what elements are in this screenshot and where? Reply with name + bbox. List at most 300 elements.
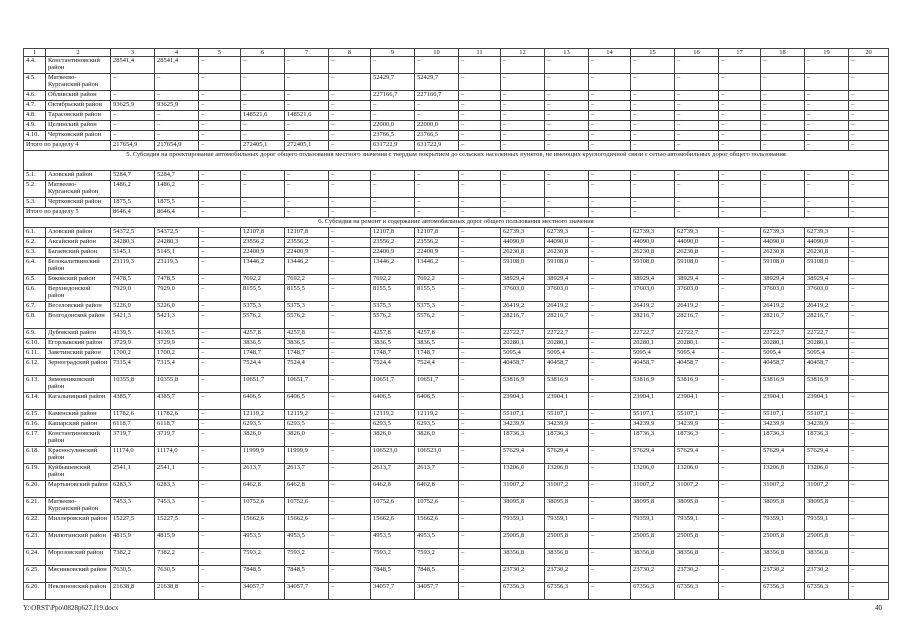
- amount-cell: –: [155, 91, 199, 101]
- amount-cell: 13206,0: [675, 464, 719, 481]
- amount-cell: –: [719, 329, 761, 339]
- total-value: –: [805, 141, 849, 151]
- amount-cell: –: [199, 101, 241, 111]
- amount-cell: 25005,8: [675, 532, 719, 549]
- amount-cell: –: [589, 198, 631, 208]
- amount-cell: –: [415, 171, 459, 181]
- row-number: 6.21.: [24, 498, 46, 515]
- amount-cell: 227166,7: [371, 91, 415, 101]
- amount-cell: –: [675, 111, 719, 121]
- amount-cell: 34239,9: [675, 420, 719, 430]
- amount-cell: –: [285, 181, 329, 198]
- amount-cell: 6406,5: [371, 393, 415, 410]
- amount-cell: 67356,3: [545, 583, 589, 600]
- table-row: [24, 57, 889, 74]
- amount-cell: –: [589, 498, 631, 515]
- column-number: 5: [199, 49, 241, 57]
- amount-cell: 79359,1: [545, 515, 589, 532]
- amount-cell: –: [719, 447, 761, 464]
- amount-cell: –: [459, 447, 501, 464]
- amount-cell: –: [459, 121, 501, 131]
- amount-cell: –: [545, 57, 589, 74]
- district-name: Кашарский район: [46, 420, 111, 430]
- amount-cell: –: [589, 420, 631, 430]
- amount-cell: –: [329, 111, 371, 121]
- row-number: 6.16.: [24, 420, 46, 430]
- amount-cell: 15227,5: [111, 515, 155, 532]
- amount-cell: 26230,8: [805, 248, 849, 258]
- amount-cell: –: [199, 359, 241, 376]
- amount-cell: 7593,2: [415, 549, 459, 566]
- table-row: [24, 302, 889, 312]
- amount-cell: –: [459, 376, 501, 393]
- amount-cell: 2541,1: [155, 464, 199, 481]
- amount-cell: 5375,3: [241, 302, 285, 312]
- amount-cell: –: [719, 420, 761, 430]
- amount-cell: 227166,7: [415, 91, 459, 101]
- amount-cell: 79359,1: [501, 515, 545, 532]
- table-row: [24, 359, 889, 376]
- row-number: 6.13.: [24, 376, 46, 393]
- amount-cell: 38929,4: [631, 275, 675, 285]
- amount-cell: 52429,7: [415, 74, 459, 91]
- table-row: [24, 131, 889, 141]
- column-number: 15: [631, 49, 675, 57]
- amount-cell: –: [199, 430, 241, 447]
- amount-cell: –: [285, 131, 329, 141]
- amount-cell: –: [459, 285, 501, 302]
- amount-cell: 37603,0: [631, 285, 675, 302]
- total-value: –: [285, 208, 329, 218]
- column-number: 13: [545, 49, 589, 57]
- amount-cell: 7524,4: [285, 359, 329, 376]
- amount-cell: 28216,7: [545, 312, 589, 329]
- amount-cell: 4953,5: [415, 532, 459, 549]
- amount-cell: –: [545, 198, 589, 208]
- amount-cell: –: [849, 329, 889, 339]
- amount-cell: 8155,5: [415, 285, 459, 302]
- amount-cell: 40458,7: [675, 359, 719, 376]
- amount-cell: 15227,5: [155, 515, 199, 532]
- amount-cell: –: [589, 238, 631, 248]
- amount-cell: –: [459, 430, 501, 447]
- amount-cell: 57629,4: [761, 447, 805, 464]
- table-row: [24, 248, 889, 258]
- amount-cell: –: [285, 101, 329, 111]
- amount-cell: 6462,8: [371, 481, 415, 498]
- amount-cell: –: [849, 111, 889, 121]
- amount-cell: 79359,1: [805, 515, 849, 532]
- table-row: [24, 549, 889, 566]
- amount-cell: –: [805, 171, 849, 181]
- district-name: Веселовский район: [46, 302, 111, 312]
- amount-cell: –: [675, 171, 719, 181]
- amount-cell: 20280,1: [761, 339, 805, 349]
- amount-cell: –: [719, 532, 761, 549]
- amount-cell: 23556,2: [285, 238, 329, 248]
- row-number: 6.7.: [24, 302, 46, 312]
- amount-cell: 20280,1: [545, 339, 589, 349]
- amount-cell: –: [459, 111, 501, 121]
- amount-cell: –: [459, 349, 501, 359]
- amount-cell: 57629,4: [545, 447, 589, 464]
- amount-cell: –: [589, 228, 631, 238]
- amount-cell: 26419,2: [761, 302, 805, 312]
- amount-cell: 4385,7: [111, 393, 155, 410]
- amount-cell: 10355,8: [111, 376, 155, 393]
- amount-cell: –: [371, 198, 415, 208]
- amount-cell: –: [849, 171, 889, 181]
- amount-cell: 3719,7: [155, 430, 199, 447]
- amount-cell: 7315,4: [111, 359, 155, 376]
- amount-cell: 40458,7: [501, 359, 545, 376]
- amount-cell: –: [199, 339, 241, 349]
- amount-cell: 38929,4: [761, 275, 805, 285]
- row-number: 4.4.: [24, 57, 46, 74]
- amount-cell: 7929,0: [155, 285, 199, 302]
- amount-cell: –: [849, 393, 889, 410]
- total-value: –: [241, 208, 285, 218]
- amount-cell: –: [589, 312, 631, 329]
- amount-cell: 5576,2: [371, 312, 415, 329]
- column-number: 1: [24, 49, 46, 57]
- amount-cell: –: [719, 430, 761, 447]
- amount-cell: 38356,8: [675, 549, 719, 566]
- amount-cell: –: [589, 376, 631, 393]
- amount-cell: –: [589, 447, 631, 464]
- amount-cell: –: [459, 258, 501, 275]
- amount-cell: –: [459, 498, 501, 515]
- section-heading: 5. Субсидия на проектирование автомобильных дорог общего пользования местного значения с твердым покрытием до сельских населенных пунктов, не имеющих круглогодичной связи с сетью автомобильных дорог общего пользования: [24, 151, 889, 171]
- total-row: [24, 141, 889, 151]
- amount-cell: 1486,2: [111, 181, 155, 198]
- amount-cell: –: [849, 430, 889, 447]
- amount-cell: –: [805, 101, 849, 111]
- amount-cell: –: [719, 228, 761, 238]
- amount-cell: –: [199, 498, 241, 515]
- amount-cell: –: [849, 583, 889, 600]
- amount-cell: –: [329, 339, 371, 349]
- district-name: Октябрьский район: [46, 101, 111, 111]
- amount-cell: 55107,1: [545, 410, 589, 420]
- amount-cell: 6293,5: [371, 420, 415, 430]
- row-number: 6.26.: [24, 583, 46, 600]
- amount-cell: 62739,3: [545, 228, 589, 238]
- total-value: –: [719, 141, 761, 151]
- amount-cell: 57629,4: [675, 447, 719, 464]
- amount-cell: 25005,8: [501, 532, 545, 549]
- amount-cell: 13206,0: [501, 464, 545, 481]
- column-number: 6: [241, 49, 285, 57]
- amount-cell: –: [589, 275, 631, 285]
- amount-cell: 34057,7: [241, 583, 285, 600]
- amount-cell: 23904,1: [631, 393, 675, 410]
- amount-cell: 59108,0: [631, 258, 675, 275]
- amount-cell: –: [329, 464, 371, 481]
- section-heading-row: [24, 218, 889, 228]
- amount-cell: 10355,8: [155, 376, 199, 393]
- amount-cell: –: [849, 131, 889, 141]
- amount-cell: 7630,5: [111, 566, 155, 583]
- amount-cell: 23556,2: [371, 238, 415, 248]
- amount-cell: 22722,7: [631, 329, 675, 339]
- amount-cell: 7524,4: [415, 359, 459, 376]
- amount-cell: 23904,1: [675, 393, 719, 410]
- amount-cell: 6283,3: [111, 481, 155, 498]
- amount-cell: –: [849, 515, 889, 532]
- amount-cell: 4257,8: [241, 329, 285, 339]
- amount-cell: 7453,3: [155, 498, 199, 515]
- amount-cell: –: [849, 566, 889, 583]
- amount-cell: –: [545, 101, 589, 111]
- amount-cell: 12119,2: [371, 410, 415, 420]
- amount-cell: 79359,1: [761, 515, 805, 532]
- row-number: 6.1.: [24, 228, 46, 238]
- amount-cell: 31007,2: [675, 481, 719, 498]
- district-name: Зимовниковский район: [46, 376, 111, 393]
- amount-cell: 7692,2: [371, 275, 415, 285]
- amount-cell: 7524,4: [241, 359, 285, 376]
- amount-cell: 7692,2: [241, 275, 285, 285]
- section-heading: 6. Субсидия на ремонт и содержание автомобильных дорог общего пользования местного значения: [24, 218, 889, 228]
- table-row: [24, 420, 889, 430]
- amount-cell: –: [849, 549, 889, 566]
- amount-cell: –: [329, 275, 371, 285]
- amount-cell: –: [719, 285, 761, 302]
- district-name: Азовский район: [46, 228, 111, 238]
- amount-cell: –: [199, 410, 241, 420]
- column-number: 12: [501, 49, 545, 57]
- amount-cell: –: [111, 74, 155, 91]
- amount-cell: 1748,7: [371, 349, 415, 359]
- amount-cell: –: [459, 101, 501, 111]
- district-name: Волгодонской район: [46, 312, 111, 329]
- amount-cell: 38929,4: [675, 275, 719, 285]
- amount-cell: –: [761, 171, 805, 181]
- amount-cell: –: [501, 121, 545, 131]
- amount-cell: 8155,5: [241, 285, 285, 302]
- amount-cell: 1875,5: [111, 198, 155, 208]
- amount-cell: 79359,1: [675, 515, 719, 532]
- amount-cell: 10651,7: [415, 376, 459, 393]
- budget-table: [23, 48, 889, 600]
- amount-cell: –: [199, 583, 241, 600]
- amount-cell: 6406,5: [415, 393, 459, 410]
- amount-cell: 1748,7: [241, 349, 285, 359]
- amount-cell: –: [589, 549, 631, 566]
- amount-cell: 44090,0: [545, 238, 589, 248]
- amount-cell: 11782,6: [111, 410, 155, 420]
- column-number: 18: [761, 49, 805, 57]
- amount-cell: –: [199, 238, 241, 248]
- amount-cell: 3826,0: [371, 430, 415, 447]
- total-label: Итого по разделу 4: [24, 141, 111, 151]
- amount-cell: –: [155, 74, 199, 91]
- amount-cell: 62739,3: [675, 228, 719, 238]
- amount-cell: –: [589, 464, 631, 481]
- total-row: [24, 208, 889, 218]
- amount-cell: 5095,4: [761, 349, 805, 359]
- amount-cell: 23119,3: [155, 258, 199, 275]
- amount-cell: 67356,3: [761, 583, 805, 600]
- amount-cell: 10752,6: [371, 498, 415, 515]
- amount-cell: –: [241, 101, 285, 111]
- amount-cell: 20280,1: [631, 339, 675, 349]
- amount-cell: –: [719, 258, 761, 275]
- amount-cell: 53816,9: [805, 376, 849, 393]
- amount-cell: 26230,8: [631, 248, 675, 258]
- amount-cell: 23904,1: [545, 393, 589, 410]
- amount-cell: –: [501, 57, 545, 74]
- amount-cell: –: [111, 91, 155, 101]
- amount-cell: –: [719, 498, 761, 515]
- amount-cell: 24280,3: [111, 238, 155, 248]
- amount-cell: –: [199, 285, 241, 302]
- amount-cell: 57629,4: [805, 447, 849, 464]
- amount-cell: –: [805, 181, 849, 198]
- amount-cell: 1748,7: [415, 349, 459, 359]
- amount-cell: –: [761, 57, 805, 74]
- amount-cell: 7453,3: [111, 498, 155, 515]
- amount-cell: 2541,1: [111, 464, 155, 481]
- amount-cell: –: [545, 74, 589, 91]
- row-number: 6.20.: [24, 481, 46, 498]
- amount-cell: –: [631, 74, 675, 91]
- row-number: 4.10.: [24, 131, 46, 141]
- amount-cell: –: [805, 57, 849, 74]
- district-name: Красносулинский район: [46, 447, 111, 464]
- table-row: [24, 111, 889, 121]
- amount-cell: 38929,4: [805, 275, 849, 285]
- amount-cell: –: [719, 312, 761, 329]
- district-name: Милютинский район: [46, 532, 111, 549]
- total-value: 217654,9: [111, 141, 155, 151]
- amount-cell: –: [631, 181, 675, 198]
- amount-cell: –: [459, 198, 501, 208]
- amount-cell: 93625,9: [155, 101, 199, 111]
- amount-cell: –: [589, 481, 631, 498]
- amount-cell: –: [849, 312, 889, 329]
- total-value: 631722,9: [371, 141, 415, 151]
- amount-cell: –: [459, 532, 501, 549]
- amount-cell: –: [199, 171, 241, 181]
- amount-cell: –: [459, 481, 501, 498]
- amount-cell: 12119,2: [415, 410, 459, 420]
- amount-cell: –: [459, 312, 501, 329]
- table-row: [24, 74, 889, 91]
- amount-cell: –: [459, 393, 501, 410]
- amount-cell: 7692,2: [285, 275, 329, 285]
- district-name: Матвеево-Курганский район: [46, 74, 111, 91]
- amount-cell: 53816,9: [501, 376, 545, 393]
- amount-cell: 8155,5: [285, 285, 329, 302]
- amount-cell: 57629,4: [631, 447, 675, 464]
- amount-cell: 7524,4: [371, 359, 415, 376]
- amount-cell: –: [849, 258, 889, 275]
- amount-cell: 37603,0: [761, 285, 805, 302]
- amount-cell: –: [329, 349, 371, 359]
- table-row: [24, 515, 889, 532]
- table-row: [24, 430, 889, 447]
- amount-cell: 28216,7: [675, 312, 719, 329]
- total-value: 631722,9: [415, 141, 459, 151]
- amount-cell: 28216,7: [501, 312, 545, 329]
- amount-cell: 53816,9: [761, 376, 805, 393]
- column-number: 3: [111, 49, 155, 57]
- amount-cell: 38929,4: [501, 275, 545, 285]
- amount-cell: 15662,6: [285, 515, 329, 532]
- amount-cell: 40458,7: [631, 359, 675, 376]
- row-number: 6.18.: [24, 447, 46, 464]
- amount-cell: 3836,5: [371, 339, 415, 349]
- amount-cell: –: [589, 430, 631, 447]
- total-value: –: [371, 208, 415, 218]
- amount-cell: –: [199, 121, 241, 131]
- row-number: 6.11.: [24, 349, 46, 359]
- total-value: –: [589, 208, 631, 218]
- amount-cell: –: [631, 131, 675, 141]
- amount-cell: 12107,8: [241, 228, 285, 238]
- amount-cell: 4257,8: [415, 329, 459, 339]
- amount-cell: 23904,1: [761, 393, 805, 410]
- amount-cell: –: [849, 57, 889, 74]
- footer-page-number: 40: [875, 604, 882, 612]
- amount-cell: –: [329, 549, 371, 566]
- amount-cell: –: [329, 498, 371, 515]
- amount-cell: –: [761, 101, 805, 111]
- amount-cell: 2613,7: [285, 464, 329, 481]
- row-number: 5.1.: [24, 171, 46, 181]
- amount-cell: –: [761, 198, 805, 208]
- amount-cell: 55107,1: [761, 410, 805, 420]
- amount-cell: –: [675, 121, 719, 131]
- amount-cell: –: [805, 91, 849, 101]
- total-value: –: [631, 208, 675, 218]
- amount-cell: 53816,9: [545, 376, 589, 393]
- amount-cell: –: [199, 515, 241, 532]
- amount-cell: –: [719, 181, 761, 198]
- amount-cell: 38095,8: [761, 498, 805, 515]
- amount-cell: 23730,2: [805, 566, 849, 583]
- amount-cell: –: [459, 359, 501, 376]
- amount-cell: –: [371, 57, 415, 74]
- row-number: 6.5.: [24, 275, 46, 285]
- amount-cell: –: [111, 131, 155, 141]
- amount-cell: 21638,8: [155, 583, 199, 600]
- amount-cell: 38356,8: [805, 549, 849, 566]
- amount-cell: 5226,0: [155, 302, 199, 312]
- amount-cell: 13446,2: [415, 258, 459, 275]
- total-value: –: [415, 208, 459, 218]
- amount-cell: –: [459, 228, 501, 238]
- amount-cell: 59108,0: [761, 258, 805, 275]
- amount-cell: –: [199, 376, 241, 393]
- amount-cell: 11999,9: [241, 447, 285, 464]
- amount-cell: –: [459, 248, 501, 258]
- amount-cell: 5095,4: [631, 349, 675, 359]
- amount-cell: 67356,3: [805, 583, 849, 600]
- amount-cell: 5145,1: [155, 248, 199, 258]
- amount-cell: –: [459, 410, 501, 420]
- amount-cell: 31007,2: [761, 481, 805, 498]
- amount-cell: –: [761, 121, 805, 131]
- amount-cell: 28541,4: [155, 57, 199, 74]
- table-row: [24, 91, 889, 101]
- amount-cell: –: [589, 515, 631, 532]
- amount-cell: 40458,7: [761, 359, 805, 376]
- table-row: [24, 393, 889, 410]
- row-number: 4.7.: [24, 101, 46, 111]
